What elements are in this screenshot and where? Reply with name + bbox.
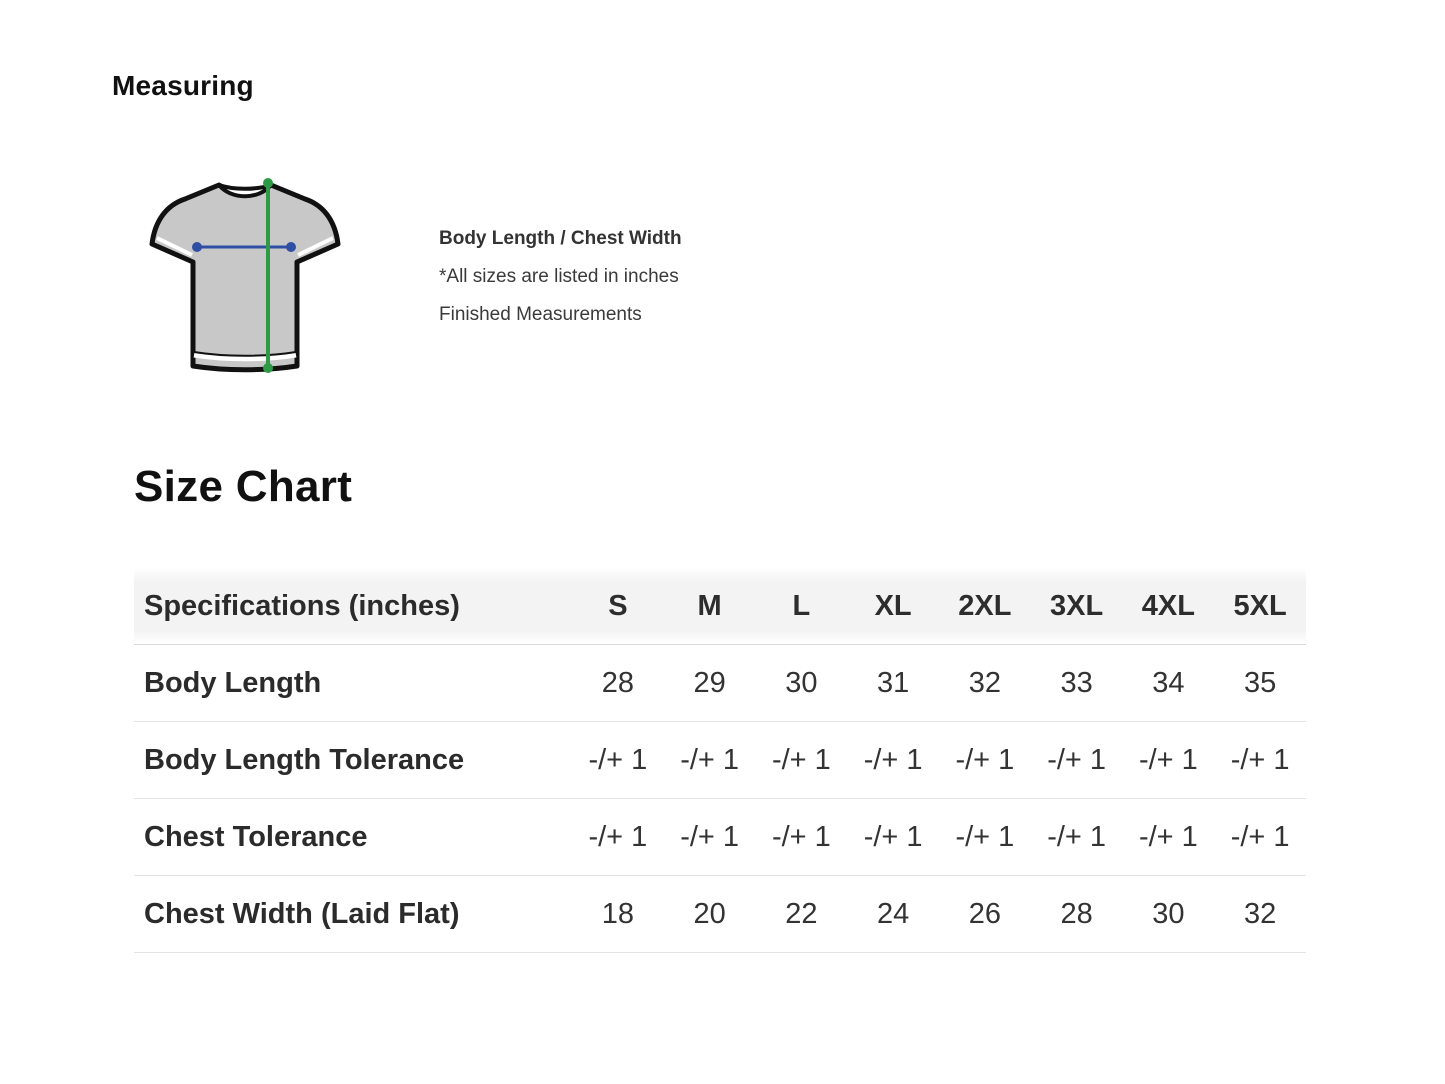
table-cell: 31 <box>847 645 939 722</box>
table-cell: -/+ 1 <box>1123 722 1215 799</box>
measurement-type-label: Finished Measurements <box>439 304 642 325</box>
table-cell: -/+ 1 <box>572 799 664 876</box>
table-cell: 30 <box>1123 876 1215 953</box>
table-header-row <box>134 568 1306 645</box>
table-cell: 29 <box>664 645 756 722</box>
size-header-xl: XL <box>847 568 939 645</box>
chest-width-end-dot <box>286 242 296 252</box>
table-cell: 26 <box>939 876 1031 953</box>
table-cell: -/+ 1 <box>847 799 939 876</box>
table-cell: -/+ 1 <box>1123 799 1215 876</box>
row-label-chest-tolerance: Chest Tolerance <box>134 799 572 876</box>
table-cell: 35 <box>1214 645 1306 722</box>
row-label-body-length-tolerance: Body Length Tolerance <box>134 722 572 799</box>
table-row <box>134 722 1306 799</box>
units-note: *All sizes are listed in inches <box>439 266 679 287</box>
table-row <box>134 645 1306 722</box>
row-label-chest-width: Chest Width (Laid Flat) <box>134 876 572 953</box>
body-length-start-dot <box>263 178 273 188</box>
table-cell: -/+ 1 <box>572 722 664 799</box>
table-cell: 33 <box>1031 645 1123 722</box>
table-cell: -/+ 1 <box>664 799 756 876</box>
table-cell: 30 <box>756 645 848 722</box>
table-cell: 28 <box>572 645 664 722</box>
table-cell: -/+ 1 <box>756 722 848 799</box>
table-row <box>134 876 1306 953</box>
spec-column-header: Specifications (inches) <box>134 568 572 645</box>
table-row <box>134 799 1306 876</box>
shirt-outline <box>152 185 338 370</box>
table-cell: 20 <box>664 876 756 953</box>
table-cell: 34 <box>1123 645 1215 722</box>
table-cell: -/+ 1 <box>664 722 756 799</box>
measuring-info <box>439 220 839 334</box>
table-cell: -/+ 1 <box>1031 799 1123 876</box>
table-cell: -/+ 1 <box>939 799 1031 876</box>
table-cell: 32 <box>939 645 1031 722</box>
table-cell: 18 <box>572 876 664 953</box>
size-header-2xl: 2XL <box>939 568 1031 645</box>
tshirt-diagram <box>145 172 345 382</box>
dimensions-label: Body Length / Chest Width <box>439 228 682 249</box>
size-chart-title: Size Chart <box>134 462 353 511</box>
table-cell: -/+ 1 <box>847 722 939 799</box>
table-cell: -/+ 1 <box>1214 799 1306 876</box>
table-cell: 22 <box>756 876 848 953</box>
table-cell: 28 <box>1031 876 1123 953</box>
chest-width-start-dot <box>192 242 202 252</box>
table-cell: -/+ 1 <box>1214 722 1306 799</box>
body-length-end-dot <box>263 363 273 373</box>
table-cell: 32 <box>1214 876 1306 953</box>
table-cell: -/+ 1 <box>756 799 848 876</box>
size-header-5xl: 5XL <box>1214 568 1306 645</box>
tshirt-measurement-icon <box>145 172 345 382</box>
size-header-4xl: 4XL <box>1123 568 1215 645</box>
size-header-m: M <box>664 568 756 645</box>
size-header-3xl: 3XL <box>1031 568 1123 645</box>
table-cell: -/+ 1 <box>939 722 1031 799</box>
row-label-body-length: Body Length <box>134 645 572 722</box>
size-header-s: S <box>572 568 664 645</box>
size-header-l: L <box>756 568 848 645</box>
measuring-heading: Measuring <box>112 70 254 101</box>
table-cell: 24 <box>847 876 939 953</box>
size-chart-table <box>134 568 1306 953</box>
table-cell: -/+ 1 <box>1031 722 1123 799</box>
